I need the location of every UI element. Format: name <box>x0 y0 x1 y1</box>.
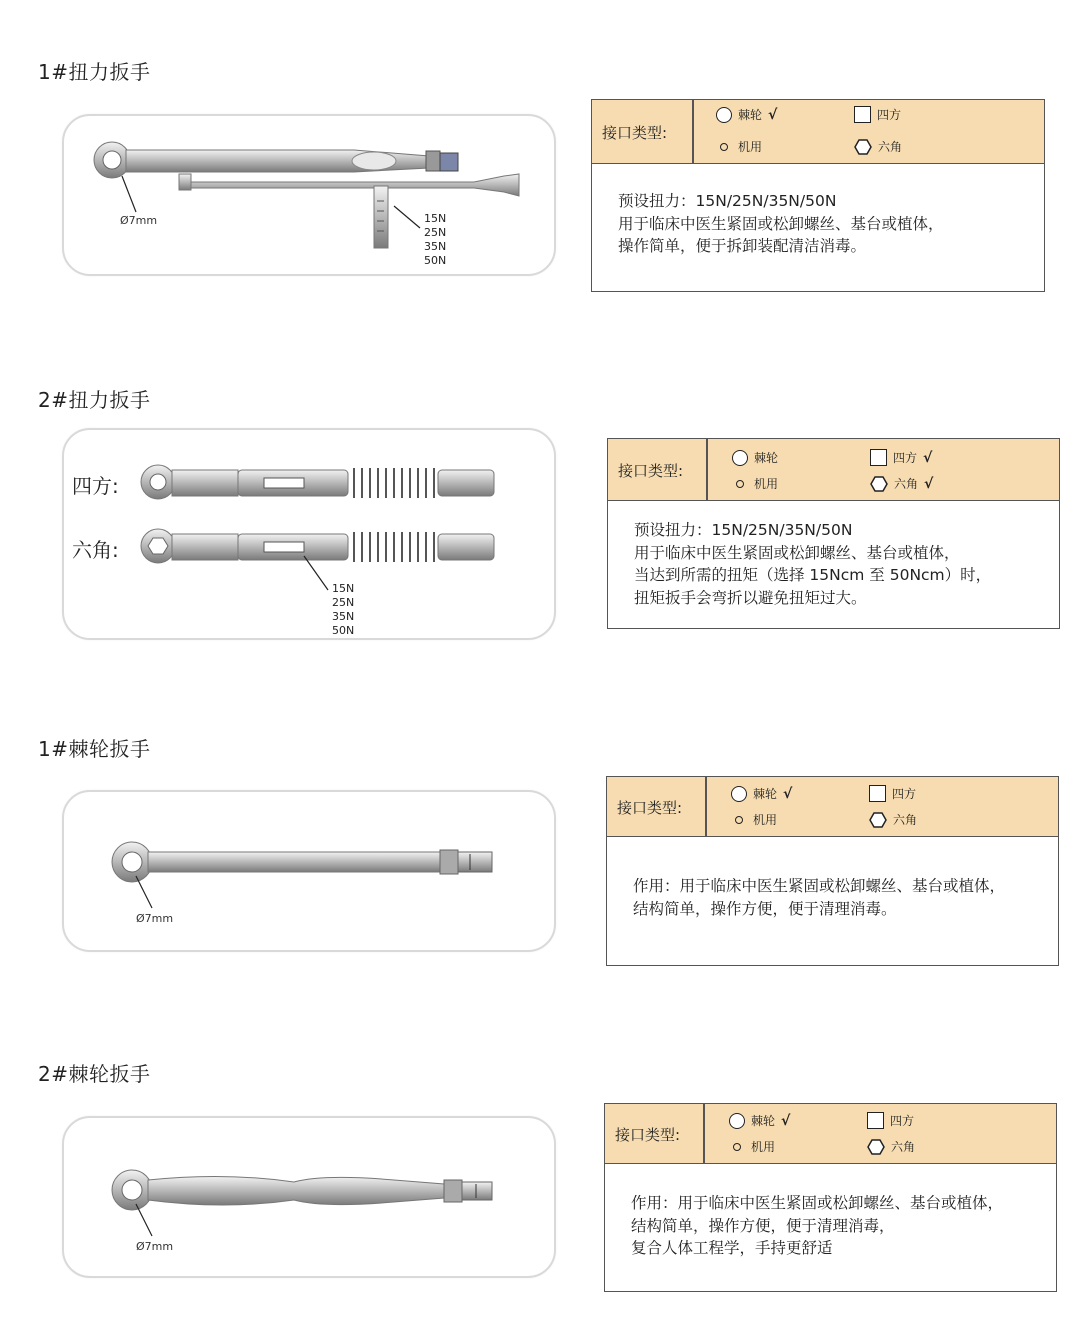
spec-line: 当达到所需的扭矩（选择 15Ncm 至 50Ncm）时， <box>634 566 992 584</box>
spec-line: 作用：用于临床中医生紧固或松卸螺丝、基台或植体， <box>633 877 1006 895</box>
spec-box <box>607 438 1060 629</box>
header-divider <box>703 1104 705 1163</box>
spec-line: 操作简单，便于拆卸装配清洁消毒。 <box>618 237 867 255</box>
option-hex <box>870 475 933 492</box>
option-square <box>854 106 907 123</box>
option-label: 四方 <box>890 1114 915 1128</box>
option-hex <box>867 1138 921 1155</box>
diameter-label: Ø7mm <box>136 912 174 925</box>
interface-type-label: 接口类型: <box>617 799 683 817</box>
circle-icon <box>716 107 732 123</box>
small-circle-icon <box>735 816 743 824</box>
interface-type-header <box>608 439 1059 501</box>
header-divider <box>692 100 694 163</box>
check-mark: √ <box>783 785 793 802</box>
interface-type-header <box>607 777 1058 837</box>
square-icon <box>867 1112 884 1129</box>
option-label: 四方 <box>893 451 918 465</box>
small-circle-icon <box>736 480 744 488</box>
torque-wrench-1-illustration <box>64 116 558 278</box>
torque-wrench-2-illustration <box>64 430 558 642</box>
option-label: 四方 <box>877 108 902 122</box>
torque-value: 15N <box>332 582 355 595</box>
torque-value: 25N <box>424 226 447 239</box>
diameter-label: Ø7mm <box>136 1240 174 1253</box>
small-circle-icon <box>733 1143 741 1151</box>
option-machine <box>716 138 762 155</box>
small-circle-icon <box>720 143 728 151</box>
product-image-card <box>62 114 556 276</box>
section-title: 1#扭力扳手 <box>38 60 151 84</box>
torque-value: 35N <box>332 610 355 623</box>
section-title: 2#棘轮扳手 <box>38 1062 151 1086</box>
square-icon <box>870 449 887 466</box>
option-machine <box>729 1138 775 1155</box>
circle-icon <box>731 786 747 802</box>
option-label: 六角 <box>891 1140 916 1154</box>
section-title: 2#扭力扳手 <box>38 388 151 412</box>
check-mark: √ <box>923 449 933 466</box>
spec-line: 预设扭力：15N/25N/35N/50N <box>618 192 837 210</box>
spec-line: 结构简单，操作方便，便于清理消毒， <box>631 1216 895 1235</box>
option-ratchet <box>731 785 792 802</box>
check-mark: √ <box>924 475 934 492</box>
torque-value: 50N <box>332 624 355 637</box>
spec-line: 作用：用于临床中医生紧固或松卸螺丝、基台或植体， <box>631 1194 1004 1212</box>
option-label: 四方 <box>892 787 917 801</box>
option-ratchet <box>732 449 784 466</box>
spec-line: 用于临床中医生紧固或松卸螺丝、基台或植体， <box>634 543 960 562</box>
option-hex <box>869 811 923 828</box>
section-title: 1#棘轮扳手 <box>38 737 151 761</box>
option-label: 机用 <box>738 140 763 154</box>
spec-box <box>604 1103 1057 1292</box>
hexagon-icon <box>867 1139 885 1155</box>
square-icon <box>854 106 871 123</box>
hexagon-icon <box>869 812 887 828</box>
interface-type-label: 接口类型: <box>615 1126 681 1144</box>
spec-line: 复合人体工程学，手持更舒适 <box>631 1239 833 1257</box>
option-label: 六角 <box>878 140 903 154</box>
square-side-label: 四方: <box>72 474 119 498</box>
option-label: 六角 <box>893 813 918 827</box>
torque-value: 50N <box>424 254 447 267</box>
spec-line: 结构简单，操作方便，便于清理消毒。 <box>633 899 897 918</box>
option-label: 六角 <box>894 477 919 491</box>
ratchet-wrench-1-illustration <box>64 792 558 954</box>
circle-icon <box>729 1113 745 1129</box>
spec-description <box>634 519 1049 609</box>
option-machine <box>731 811 777 828</box>
torque-value: 15N <box>424 212 447 225</box>
torque-value: 35N <box>424 240 447 253</box>
spec-description <box>633 875 1048 920</box>
spec-line: 预设扭力：15N/25N/35N/50N <box>634 521 853 539</box>
option-ratchet <box>729 1112 790 1129</box>
check-mark: √ <box>768 106 778 123</box>
diameter-label: Ø7mm <box>120 214 158 227</box>
option-square <box>870 449 932 466</box>
hexagon-icon <box>870 476 888 492</box>
torque-value: 25N <box>332 596 355 609</box>
option-ratchet <box>716 106 777 123</box>
product-image-card <box>62 428 556 640</box>
header-divider <box>706 439 708 500</box>
spec-description <box>631 1192 1046 1260</box>
interface-type-header <box>592 100 1044 164</box>
spec-line: 用于临床中医生紧固或松卸螺丝、基台或植体， <box>618 214 944 233</box>
header-divider <box>705 777 707 836</box>
option-machine <box>732 475 778 492</box>
check-mark: √ <box>781 1112 791 1129</box>
circle-icon <box>732 450 748 466</box>
product-image-card <box>62 1116 556 1278</box>
spec-box <box>606 776 1059 966</box>
option-square <box>869 785 922 802</box>
torque-scale-labels <box>424 212 446 268</box>
option-label: 棘轮 <box>751 1114 776 1128</box>
option-hex <box>854 138 908 155</box>
option-square <box>867 1112 920 1129</box>
ratchet-wrench-2-illustration <box>64 1118 558 1280</box>
option-label: 机用 <box>751 1140 776 1154</box>
interface-type-label: 接口类型: <box>618 462 684 480</box>
torque-scale-labels <box>332 582 354 638</box>
option-label: 棘轮 <box>754 451 779 465</box>
interface-type-header <box>605 1104 1056 1164</box>
option-label: 棘轮 <box>738 108 763 122</box>
option-label: 棘轮 <box>753 787 778 801</box>
spec-description <box>618 190 1034 258</box>
option-label: 机用 <box>753 813 778 827</box>
square-icon <box>869 785 886 802</box>
spec-line: 扭矩扳手会弯折以避免扭矩过大。 <box>634 588 867 607</box>
spec-box <box>591 99 1045 292</box>
option-label: 机用 <box>754 477 779 491</box>
hex-side-label: 六角: <box>72 538 119 562</box>
product-image-card <box>62 790 556 952</box>
hexagon-icon <box>854 139 872 155</box>
interface-type-label: 接口类型: <box>602 124 668 142</box>
